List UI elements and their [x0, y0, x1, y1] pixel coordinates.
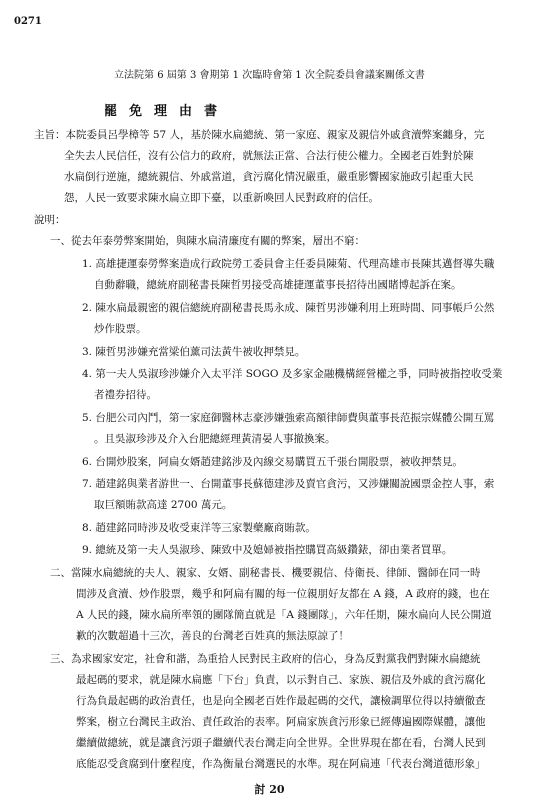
- sub-item-2-cont: 炒作股票。: [94, 323, 147, 335]
- document-header: 立法院第 6 屆第 3 會期第 1 次臨時會第 1 次全院委員會議案關係文書: [114, 70, 425, 81]
- sub-item-2: 2. 陳水扁最親密的親信總統府副秘書長馬永成、陳哲男涉嫌利用上班時間、同事帳戶公然: [82, 302, 495, 314]
- page-number: 0271: [14, 16, 42, 27]
- item-2-line: 歉的次數超過十三次，善良的台灣老百姓真的無法原諒了！: [76, 630, 349, 642]
- sub-item-7: 7. 趙建銘與業者游世一、台開董事長蘇德建涉及賣官貪污，又涉嫌關說國票金控人事，索: [82, 478, 495, 490]
- item-3-line: 最起碼的要求，就是陳水扁應「下台」負責，以示對自己、家族、親信及外戚的貪污腐化: [76, 674, 486, 686]
- explanation-label: 說明：: [34, 214, 66, 226]
- subject-line: 主旨：本院委員呂學樟等 57 人，基於陳水扁總統、第一家庭、親家及親信外戚貪瀆弊案纏身，完: [34, 129, 485, 141]
- sub-item-7-cont: 取巨額賄款高達 2700 萬元。: [94, 499, 233, 511]
- sub-item-3: 3. 陳哲男涉嫌充當梁伯薰司法黃牛被收押禁見。: [82, 346, 306, 358]
- item-3-line: 行為負最起碼的政治責任，也是向全國老百姓作最起碼的交代，讓檢調單位得以持續徹查: [76, 695, 486, 707]
- sub-item-9: 9. 總統及第一夫人吳淑珍、陳致中及媳婦被指控購買高級鑽錶，卻由業者買單。: [82, 544, 453, 556]
- document-title: 罷免理由書: [104, 104, 230, 119]
- item-2-line: A 人民的錢，陳水扁所率領的團隊簡直就是「A 錢團隊」，六年任期，陳水扁向人民公開道: [76, 609, 492, 621]
- item-3-line: 弊案，樹立台灣民主政治、責任政治的表率。阿扁家族貪污形象已經傳遍國際媒體，讓他: [76, 716, 486, 728]
- sub-item-4-cont: 者禮券招待。: [94, 389, 157, 401]
- subject-line: 怨，人民一致要求陳水扁立即下臺，以重新喚回人民對政府的信任。: [64, 192, 379, 204]
- sub-item-1: 1. 高雄捷運泰勞弊案造成行政院勞工委員會主任委員陳菊、代理高雄市長陳其邁督導失職: [82, 258, 495, 270]
- sub-item-1-cont: 自動辭職，總統府副秘書長陳哲男接受高雄捷運董事長招待出國賭博起訴在案。: [94, 279, 462, 291]
- sub-item-5: 5. 台肥公司內鬥，第一家庭御醫林志豪涉嫌強索高額律師費與董事長范振宗媒體公開互罵: [82, 412, 495, 424]
- item-1-intro: 一、從去年泰勞弊案開始，與陳水扁清廉度有關的弊案，層出不窮：: [50, 235, 365, 247]
- subject-line: 全失去人民信任，沒有公信力的政府，就無法正當、合法行使公權力。全國老百姓對於陳: [64, 150, 474, 162]
- item-3-line: 底能忍受貪腐到什麼程度，作為衡量台灣選民的水準。現在阿扁連「代表台灣道德形象」: [76, 758, 486, 770]
- sub-item-5-cont: 。且吳淑珍涉及介入台肥總經理黃清晏人事撤換案。: [94, 433, 336, 445]
- sub-item-6: 6. 台開炒股案，阿扁女婿趙建銘涉及內線交易購買五千張台開股票，被收押禁見。: [82, 456, 463, 468]
- item-2-line: 間涉及貪瀆、炒作股票，幾乎和阿扁有關的每一位親朋好友都在 A 錢，A 政府的錢，也在: [76, 588, 490, 600]
- subject-line: 水扁倒行逆施，總統親信、外戚當道，貪污腐化情況嚴重，嚴重影響國家施政引起重大民: [64, 171, 474, 183]
- sub-item-8: 8. 趙建銘同時涉及收受東洋等三家製藥廠商賄款。: [82, 522, 316, 534]
- sub-item-4: 4. 第一夫人吳淑珍涉嫌介入太平洋 SOGO 及多家金融機構經營權之爭，同時被指控收受業: [82, 368, 503, 380]
- item-3-line: 三、為求國家安定，社會和諧，為重拾人民對民主政府的信心，身為反對黨我們對陳水扁總統: [50, 653, 481, 665]
- item-3-line: 繼續做總統，就是讓貪污頭子繼續代表台灣走向全世界。全世界現在都在看，台灣人民到: [76, 737, 486, 749]
- page-footer: 討 20: [254, 783, 285, 796]
- item-2-line: 二、當陳水扁總統的夫人、親家、女婿、副秘書長、機要親信、侍衛長、律師、醫師在同一時: [50, 567, 481, 579]
